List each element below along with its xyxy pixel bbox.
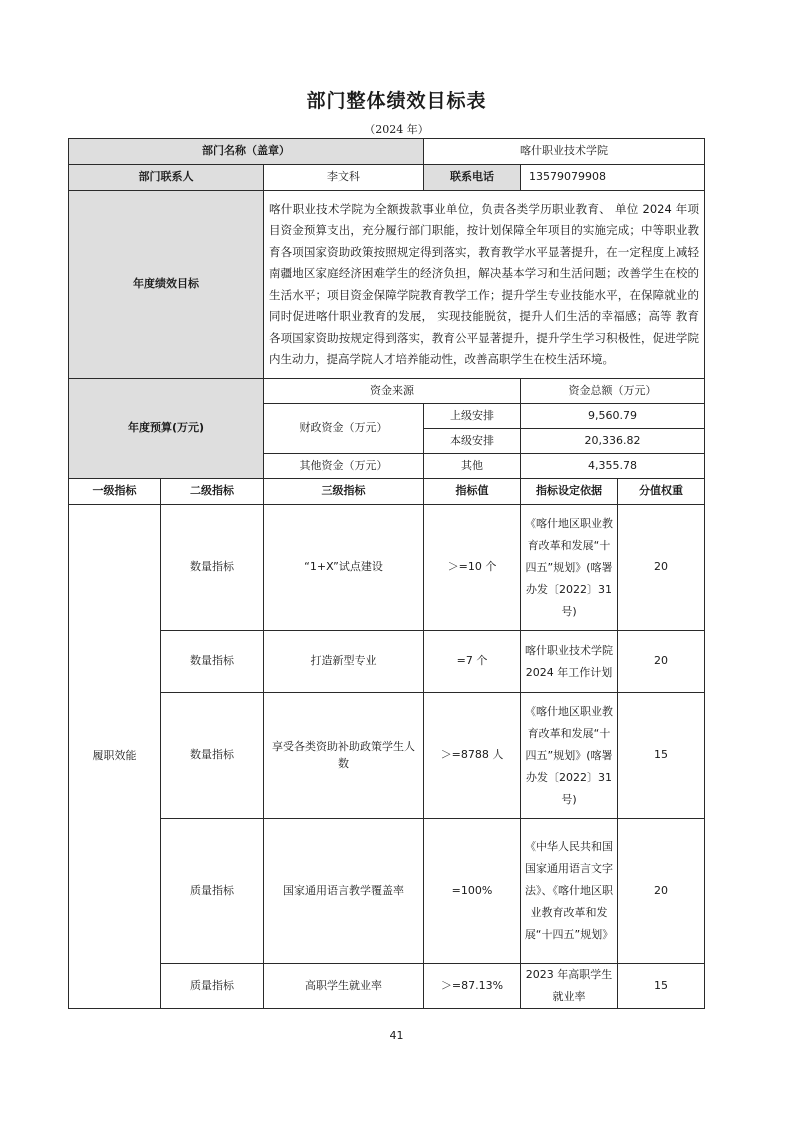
- level2-cell: 质量指标: [161, 964, 264, 1009]
- upper-value: 9,560.79: [521, 404, 705, 429]
- local-label: 本级安排: [424, 429, 521, 454]
- basis-cell: 《中华人民共和国国家通用语言文字法》、《喀什地区职业教育改革和发展“十四五”规划》: [521, 819, 618, 964]
- indicator-row: [69, 505, 705, 631]
- header-level1: 一级指标: [69, 479, 161, 505]
- page-title: 部门整体绩效目标表: [306, 90, 487, 112]
- level2-cell: 数量指标: [161, 505, 264, 631]
- year-label: （2024 年）: [364, 123, 429, 136]
- value-cell: ＞=87.13%: [424, 964, 521, 1009]
- weight-cell: 15: [618, 964, 705, 1009]
- header-weight: 分值权重: [618, 479, 705, 505]
- basis-cell: 《喀什地区职业教育改革和发展“十四五”规划》(喀署办发〔2022〕31号): [521, 505, 618, 631]
- basis-cell: 2023 年高职学生就业率: [521, 964, 618, 1009]
- fiscal-label: 财政资金（万元）: [264, 404, 424, 454]
- dept-name-row: [69, 139, 705, 165]
- other-value: 4,355.78: [521, 454, 705, 479]
- level3-cell: 国家通用语言教学覆盖率: [264, 819, 424, 964]
- level3-cell: 高职学生就业率: [264, 964, 424, 1009]
- value-cell: =100%: [424, 819, 521, 964]
- level2-cell: 数量指标: [161, 631, 264, 693]
- header-level3: 三级指标: [264, 479, 424, 505]
- level1-cell: 履职效能: [69, 505, 161, 1009]
- upper-label: 上级安排: [424, 404, 521, 429]
- contact-row: [69, 165, 705, 191]
- goal-text: 喀什职业技术学院为全额拨款事业单位，负责各类学历职业教育、 单位 2024 年项目资金预算支出，充分履行部门职能，按计划保障全年项目的实施完成；中等职业教育各项国家资助政策按照规定得到落实，教育教学水平显著提升，在一定程度上减轻南疆地区家庭经济困难学生的经济负担，解决基本学习和生活问题；改善学生在校的生活水平；项目资金保障学院教育教学工作；提升学生专业技能水平，在保障就业的同时促进喀什职业教育的发展， 实现技能脱贫，提升人们生活的幸福感；高等 教育各项国家资助按规定得到落实，教育公平显著提升，提升学生学习积极性，促进学院内生动力，提高学院人才培养能动性，改善高职学生在校生活环境。: [264, 191, 705, 379]
- total-header: 资金总额（万元）: [521, 379, 705, 404]
- indicator-row: [69, 819, 705, 964]
- phone-value: 13579079908: [521, 165, 705, 191]
- contact-label: 部门联系人: [69, 165, 264, 191]
- dept-name-value: 喀什职业技术学院: [424, 139, 705, 165]
- weight-cell: 20: [618, 631, 705, 693]
- performance-table: [68, 138, 705, 1009]
- header-basis: 指标设定依据: [521, 479, 618, 505]
- other-sub: 其他: [424, 454, 521, 479]
- header-level2: 二级指标: [161, 479, 264, 505]
- value-cell: ＞=8788 人: [424, 693, 521, 819]
- source-header: 资金来源: [264, 379, 521, 404]
- goal-label: 年度绩效目标: [69, 191, 264, 379]
- level2-cell: 质量指标: [161, 819, 264, 964]
- indicator-row: [69, 964, 705, 1009]
- other-label: 其他资金（万元）: [264, 454, 424, 479]
- value-cell: ＞=10 个: [424, 505, 521, 631]
- dept-name-label: 部门名称（盖章）: [69, 139, 424, 165]
- contact-value: 李文科: [264, 165, 424, 191]
- indicator-row: [69, 693, 705, 819]
- level2-cell: 数量指标: [161, 693, 264, 819]
- goal-row: [69, 191, 705, 379]
- level3-cell: 打造新型专业: [264, 631, 424, 693]
- indicator-row: [69, 631, 705, 693]
- budget-label: 年度预算(万元): [69, 379, 264, 479]
- basis-cell: 喀什职业技术学院 2024 年工作计划: [521, 631, 618, 693]
- weight-cell: 20: [618, 819, 705, 964]
- header-value: 指标值: [424, 479, 521, 505]
- indicator-header-row: [69, 479, 705, 505]
- weight-cell: 20: [618, 505, 705, 631]
- level3-cell: 享受各类资助补助政策学生人数: [264, 693, 424, 819]
- basis-cell: 《喀什地区职业教育改革和发展“十四五”规划》(喀署办发〔2022〕31号): [521, 693, 618, 819]
- weight-cell: 15: [618, 693, 705, 819]
- local-value: 20,336.82: [521, 429, 705, 454]
- page-number: 41: [389, 1029, 404, 1042]
- level3-cell: “1+X”试点建设: [264, 505, 424, 631]
- budget-header-row: [69, 379, 705, 404]
- value-cell: =7 个: [424, 631, 521, 693]
- phone-label: 联系电话: [424, 165, 521, 191]
